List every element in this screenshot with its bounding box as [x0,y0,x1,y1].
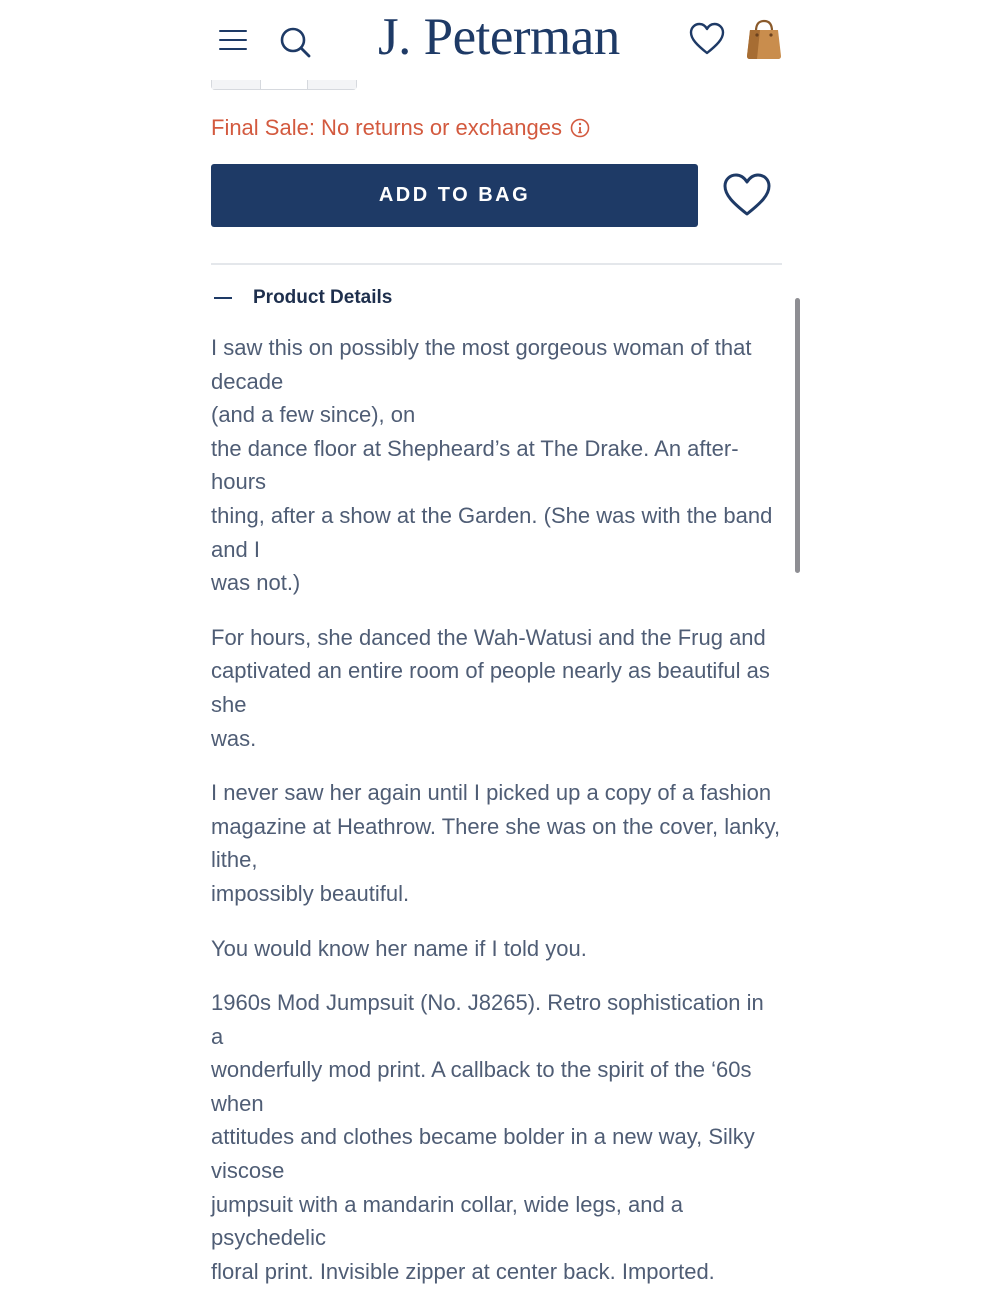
description-paragraph [211,331,782,600]
description-paragraph [211,932,782,966]
description-paragraph [211,986,782,1288]
collapse-icon [214,297,232,299]
product-details-toggle[interactable] [211,283,392,313]
menu-icon[interactable] [219,29,247,51]
description-line: attitudes and clothes became bolder in a new way, Silky viscose [211,1124,755,1184]
description-line: For hours, she danced the Wah-Watusi and the Frug and [211,624,766,650]
description-paragraph [211,621,782,755]
description-line: was not.) [211,570,301,596]
add-to-bag-button[interactable]: ADD TO BAG [211,164,698,227]
description-line: floral print. Invisible zipper at center back. Imported. [211,1258,715,1284]
description-line: 1960s Mod Jumpsuit (No. J8265). Retro sophistication in a [211,990,764,1049]
scrollbar[interactable] [795,298,800,573]
heart-icon[interactable] [689,22,725,56]
description-line: was. [211,725,257,751]
info-icon[interactable] [570,118,590,138]
description-line: You would know her name if I told you. [211,935,587,961]
description-line: wonderfully mod print. A callback to the spirit of the ‘60s when [211,1057,752,1116]
description-line: impossibly beautiful. [211,880,410,906]
description-line: the dance floor at Shepheard’s at The Drake. An after-hours [211,435,739,495]
final-sale-notice [211,113,590,143]
heart-icon [722,172,772,218]
site-header [0,0,1000,80]
final-sale-text: Final Sale: No returns or exchanges [211,115,562,140]
description-line: I never saw her again until I picked up a copy of a fashion [211,780,772,806]
search-icon[interactable] [279,26,311,58]
divider [211,263,782,265]
description-paragraph [211,776,782,910]
site-logo[interactable]: J. Peterman [378,8,620,66]
description-line: I saw this on possibly the most gorgeous woman of that decade [211,335,752,394]
description-line: magazine at Heathrow. There she was on the cover, lanky, lithe, [211,813,781,873]
description-line: (and a few since), on [211,402,416,428]
add-to-wishlist-button[interactable] [722,172,772,218]
description-line: jumpsuit with a mandarin collar, wide legs, and a psychedelic [211,1191,684,1251]
product-details-title: Product Details [253,287,393,308]
description-line: captivated an entire room of people nearly as beautiful as she [211,658,770,717]
product-description [211,331,782,1309]
description-line: thing, after a show at the Garden. (She was with the band and I [211,502,773,562]
shopping-bag-icon[interactable] [745,18,783,60]
